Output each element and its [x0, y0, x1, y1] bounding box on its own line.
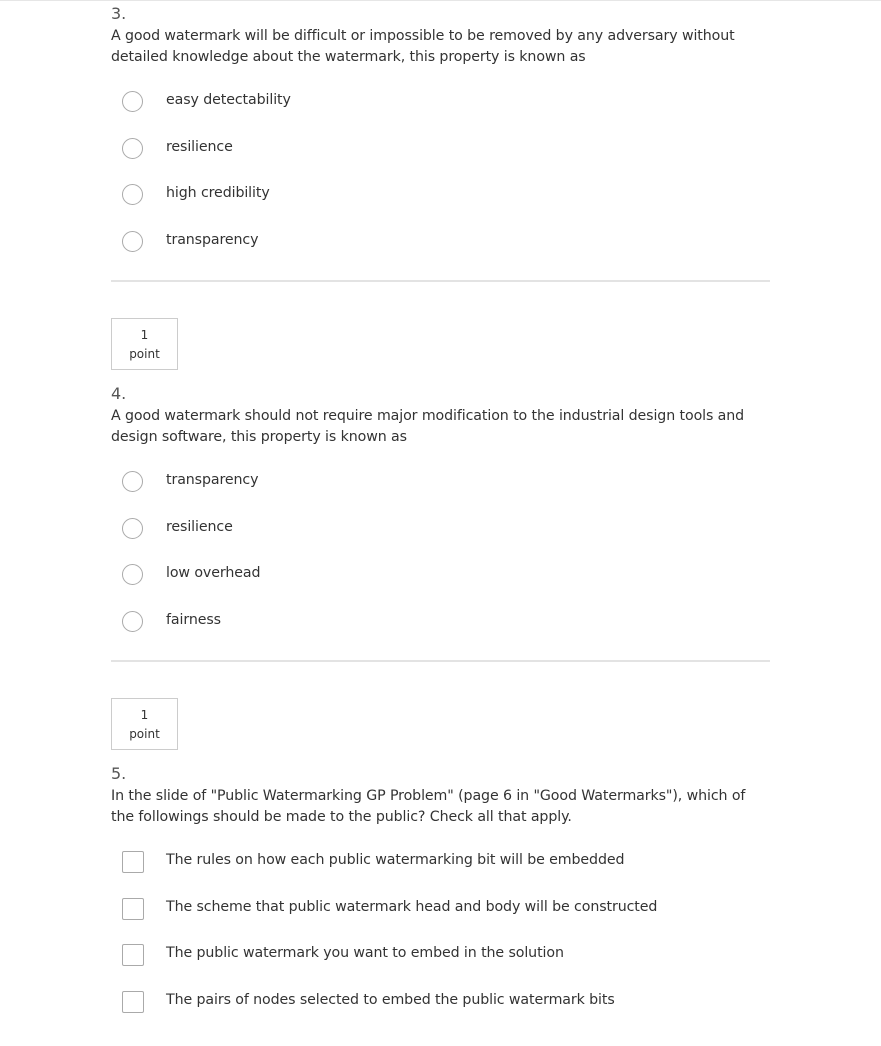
- radio-button[interactable]: [122, 611, 143, 632]
- question-number: 4.: [111, 383, 771, 405]
- points-badge: [111, 318, 178, 370]
- checkbox[interactable]: [122, 991, 144, 1013]
- top-divider: [0, 0, 881, 1]
- points-value: 1: [112, 708, 177, 722]
- option-label: low overhead: [166, 563, 260, 583]
- option-label: transparency: [166, 230, 258, 250]
- checkbox[interactable]: [122, 944, 144, 966]
- points-value: 1: [112, 328, 177, 342]
- option-label: transparency: [166, 470, 258, 490]
- question-text: A good watermark will be difficult or impossible to be removed by any adversary without detailed knowledge about the watermark, this property is known as: [111, 26, 771, 68]
- option-label: The pairs of nodes selected to embed the public watermark bits: [166, 990, 615, 1010]
- checkbox[interactable]: [122, 851, 144, 873]
- radio-group: [111, 88, 771, 286]
- question-number: 5.: [111, 763, 771, 785]
- points-unit: point: [112, 727, 177, 741]
- radio-button[interactable]: [122, 231, 143, 252]
- section-divider: [111, 280, 770, 282]
- option-label: resilience: [166, 137, 233, 157]
- question-3: [111, 3, 771, 286]
- radio-button[interactable]: [122, 184, 143, 205]
- option-label: resilience: [166, 517, 233, 537]
- radio-button[interactable]: [122, 471, 143, 492]
- radio-button[interactable]: [122, 564, 143, 585]
- option-label: fairness: [166, 610, 221, 630]
- question-5: [111, 763, 771, 1046]
- checkbox-group: [111, 848, 771, 1046]
- question-text: In the slide of "Public Watermarking GP Problem" (page 6 in "Good Watermarks"), which of the followings should be made to the public? Check all that apply.: [111, 786, 771, 828]
- option-label: The rules on how each public watermarking bit will be embedded: [166, 850, 624, 870]
- question-4: [111, 383, 771, 666]
- radio-group: [111, 468, 771, 666]
- question-text: A good watermark should not require major modification to the industrial design tools and design software, this property is known as: [111, 406, 771, 448]
- points-unit: point: [112, 347, 177, 361]
- option-label: The public watermark you want to embed in the solution: [166, 943, 564, 963]
- option-label: The scheme that public watermark head and body will be constructed: [166, 897, 657, 917]
- option-label: easy detectability: [166, 90, 291, 110]
- checkbox-option[interactable]: [111, 1000, 771, 1046]
- question-number: 3.: [111, 3, 771, 25]
- radio-button[interactable]: [122, 518, 143, 539]
- radio-button[interactable]: [122, 138, 143, 159]
- section-divider: [111, 660, 770, 662]
- option-label: high credibility: [166, 183, 270, 203]
- points-badge: [111, 698, 178, 750]
- radio-button[interactable]: [122, 91, 143, 112]
- checkbox[interactable]: [122, 898, 144, 920]
